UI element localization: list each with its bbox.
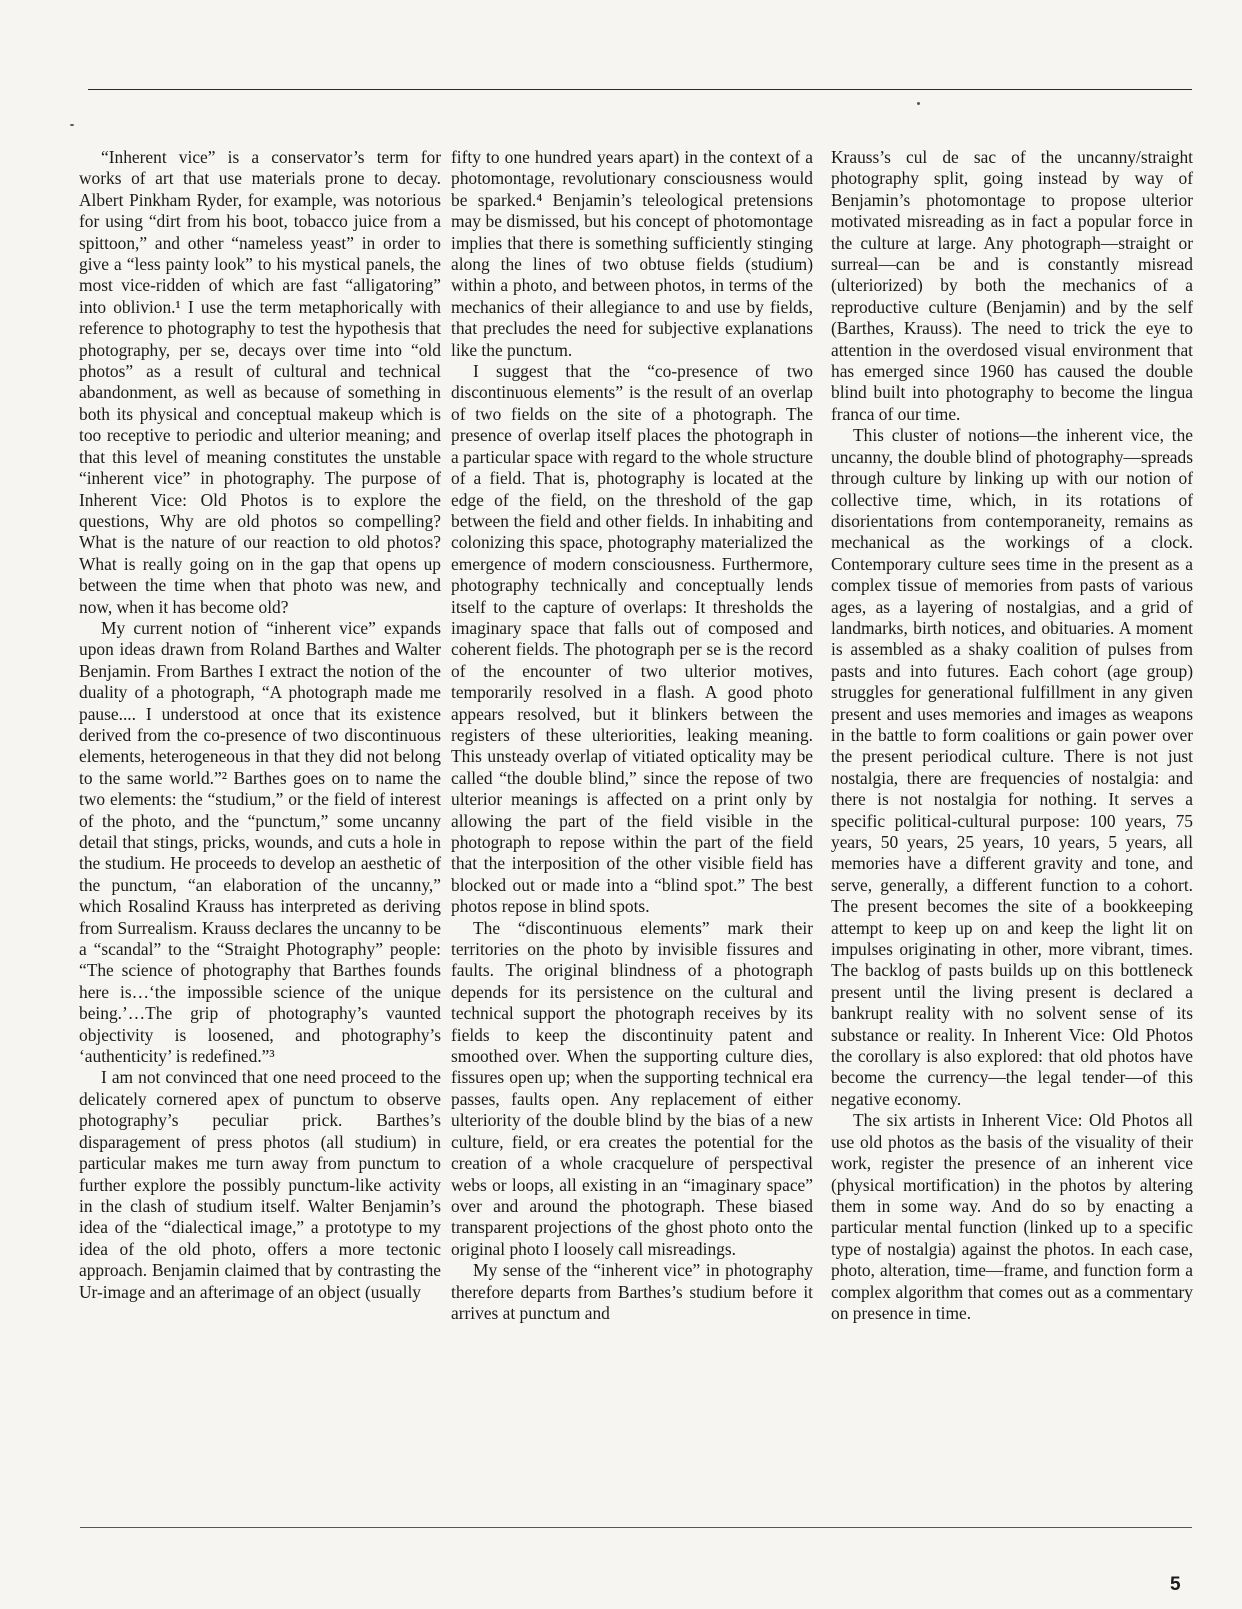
- text-column-2: [451, 147, 813, 1324]
- paragraph: I suggest that the “co-presence of two discontinuous elements” is the result of an overlap of two fields on the site of a photograph. The presence of overlap itself places the photograph in a particular space with regard to the whole structure of a field. That is, photography is located at the edge of the field, on the threshold of the gap between the field and other fields. In inhabiting and colonizing this space, photography materialized the emergence of modern consciousness. Furthermore, photography technically and conceptually lends itself to the capture of overlaps: It thresholds the imaginary space that falls out of composed and coherent fields. The photograph per se is the record of the encounter of two ulterior motives, temporarily resolved in a flash. A good photo appears resolved, but it blinkers between the registers of these ulteriorities, leaking meaning. This unsteady overlap of vitiated opticality may be called “the double blind,” since the repose of two ulterior meanings is affected on a print only by allowing the part of the field visible in the photograph to repose within the part of the field that the interposition of the other visible field has blocked out or made into a “blind spot.” The best photos repose in blind spots.: [451, 361, 813, 917]
- paragraph: “Inherent vice” is a conservator’s term for works of art that use materials prone to decay. Albert Pinkham Ryder, for example, was notorious for using “dirt from his boot, tobacco juice from a spittoon,” and other “nameless yeast” in order to give a “less painty look” to his mystical panels, the most vice-ridden of which are fast “alligatoring” into oblivion.¹ I use the term metaphorically with reference to photography to test the hypothesis that photography, per se, decays over time into “old photos” as a result of cultural and technical abandonment, as well as because of something in both its physical and conceptual makeup which is too receptive to periodic and ulterior meaning; and that this level of meaning constitutes the unstable “inherent vice” in photography. The purpose of Inherent Vice: Old Photos is to explore the questions, Why are old photos so compelling? What is the nature of our reaction to old photos? What is really going on in the gap that opens up between the time when that photo was new, and now, when it has become old?: [79, 147, 441, 617]
- scan-speck: [917, 102, 920, 105]
- paragraph: Krauss’s cul de sac of the uncanny/straight photography split, going instead by way of Benjamin’s photomontage to propose ulterior motivated misreading as in fact a popular force in the culture at large. Any photograph—straight or surreal—can be and is constantly misread (ulteriorized) by both the mechanics of a reproductive culture (Benjamin) and by the self (Barthes, Krauss). The need to trick the eye to attention in the overdosed visual environment that has emerged since 1960 has caused the double blind built into photography to become the lingua franca of our time.: [831, 147, 1193, 424]
- paragraph: This cluster of notions—the inherent vice, the uncanny, the double blind of photography—spreads through culture by linking up with our notion of collective time, which, in its rotations of disorientations from contemporaneity, remains as mechanical as the workings of a clock. Contemporary culture sees time in the present as a complex tissue of memories from pasts of various ages, as a layering of nostalgias, and a grid of landmarks, birth notices, and obituaries. A moment is assembled as a shaky coalition of pulses from pasts and into futures. Each cohort (age group) struggles for generational fulfillment in any given present and uses memories and images as weapons in the battle to form coalitions or gain power over the present periodical culture. There is not just nostalgia, there are frequencies of nostalgia: and there is not nostalgia for nothing. It serves a specific political-cultural purpose: 100 years, 75 years, 50 years, 25 years, 10 years, 5 years, all memories have a different gravity and tone, and serve, generally, a different function to a cohort. The present becomes the site of a bookkeeping attempt to keep up on and keep the light lit on impulses originating in other, more vibrant, times. The backlog of pasts builds up on this bottleneck present until the living present is declared a bankrupt reality with no solvent sense of its substance or reality. In Inherent Vice: Old Photos the corollary is also explored: that old photos have become the currency—the legal tender—of this negative economy.: [831, 425, 1193, 1109]
- text-column-3: [831, 147, 1193, 1324]
- top-rule: [88, 89, 1192, 90]
- paragraph: The “discontinuous elements” mark their territories on the photo by invisible fissures and faults. The original blindness of a photograph depends for its persistence on the cultural and technical support the photograph receives by its fields to keep the discontinuity patent and smoothed over. When the supporting culture dies, fissures open up; when the supporting technical era passes, faults open. Any replacement of either ulteriority of the double blind by the bias of a new culture, field, or era creates the potential for the creation of a whole cracquelure of perspectival webs or loops, all existing in an “imaginary space” over and around the photograph. These biased transparent projections of the ghost photo onto the original photo I loosely call misreadings.: [451, 917, 813, 1259]
- paragraph: fifty to one hundred years apart) in the context of a photomontage, revolutionary consciousness would be sparked.⁴ Benjamin’s teleological pretensions may be dismissed, but his concept of photomontage implies that there is something sufficiently stinging along the lines of two obtuse fields (studium) within a photo, and between photos, in terms of the mechanics of their allegiance to and use by fields, that precludes the need for subjective explanations like the punctum.: [451, 147, 813, 360]
- page-number: 5: [1170, 1574, 1181, 1595]
- paragraph: The six artists in Inherent Vice: Old Photos all use old photos as the basis of the visuality of their work, register the presence of an inherent vice (physical mortification) in the photos by altering them in some way. And do so by enacting a particular mental function (linked up to a specific type of nostalgia) against the photos. In each case, photo, alteration, time—frame, and function form a complex algorithm that comes out as a commentary on presence in time.: [831, 1110, 1193, 1323]
- paragraph: My current notion of “inherent vice” expands upon ideas drawn from Roland Barthes and Walter Benjamin. From Barthes I extract the notion of the duality of a photograph, “A photograph made me pause.... I understood at once that its existence derived from the co-presence of two discontinuous elements, heterogeneous in that they did not belong to the same world.”² Barthes goes on to name the two elements: the “studium,” or the field of interest of the photo, and the “punctum,” some uncanny detail that stings, pricks, wounds, and cuts a hole in the studium. He proceeds to develop an aesthetic of the punctum, “an elaboration of the uncanny,” which Rosalind Krauss has interpreted as deriving from Surrealism. Krauss declares the uncanny to be a “scandal” to the “Straight Photography” people: “The science of photography that Barthes founds here is…‘the impossible science of the unique being.’…The grip of photography’s vaunted objectivity is loosened, and photography’s ‘authenticity’ is redefined.”³: [79, 617, 441, 1067]
- scan-speck: [70, 124, 74, 126]
- bottom-rule: [80, 1527, 1192, 1528]
- text-column-1: [79, 147, 441, 1303]
- paragraph: My sense of the “inherent vice” in photography therefore departs from Barthes’s studium before it arrives at punctum and: [451, 1260, 813, 1323]
- paragraph: I am not convinced that one need proceed to the delicately cornered apex of punctum to observe photography’s peculiar prick. Barthes’s disparagement of press photos (all studium) in particular makes me turn away from punctum to further explore the possibly punctum-like activity in the clash of studium itself. Walter Benjamin’s idea of the “dialectical image,” a prototype to my idea of the old photo, offers a more tectonic approach. Benjamin claimed that by contrasting the Ur-image and an afterimage of an object (usually: [79, 1067, 441, 1302]
